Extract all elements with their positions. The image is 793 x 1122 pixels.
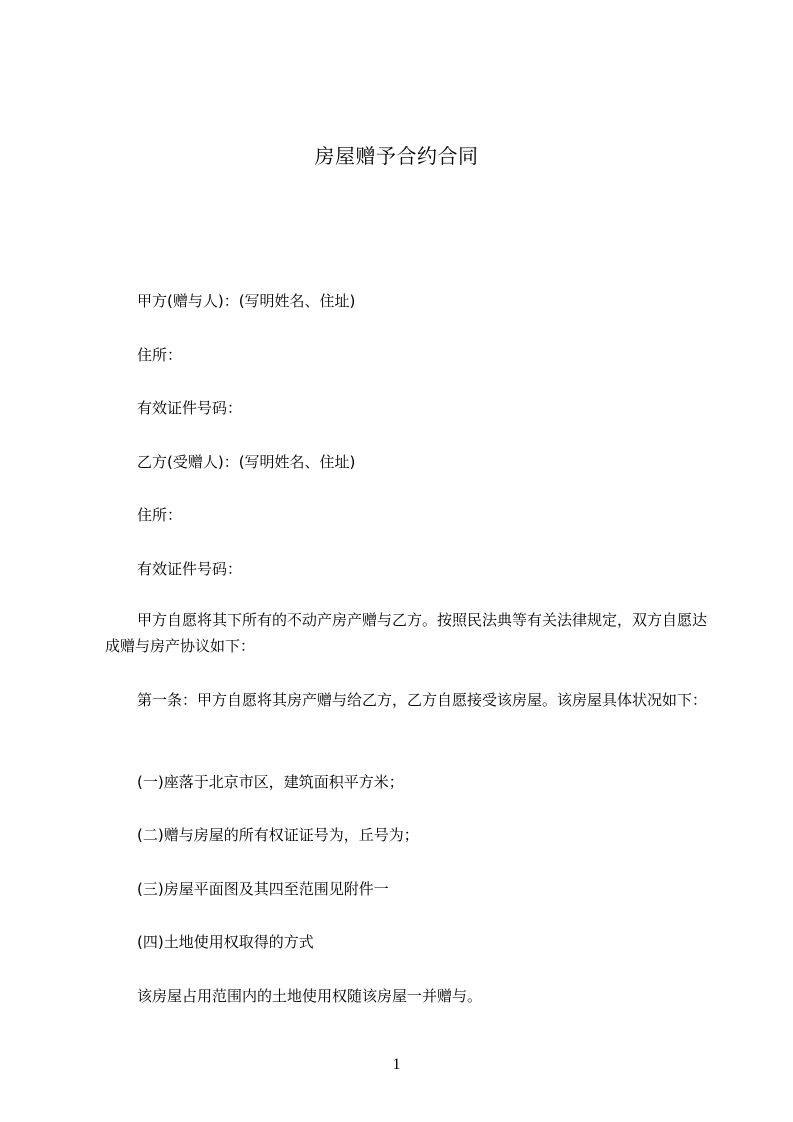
clause-two-line: (二)赠与房屋的所有权证证号为，丘号为；: [137, 826, 419, 844]
land-use-line: 该房屋占用范围内的土地使用权随该房屋一并赠与。: [137, 987, 483, 1005]
clause-four-line: (四)土地使用权取得的方式: [137, 933, 314, 951]
document-title: 房屋赠予合约合同: [314, 144, 479, 168]
article-one-paragraph: 第一条：甲方自愿将其房产赠与给乙方，乙方自愿接受该房屋。该房屋具体状况如下：: [137, 691, 708, 709]
party-b-id-line: 有效证件号码：: [137, 560, 243, 578]
party-a-line: 甲方(赠与人)：(写明姓名、住址): [137, 292, 356, 310]
party-b-address-line: 住所：: [137, 506, 183, 524]
clause-three-line: (三)房屋平面图及其四至范围见附件一: [137, 880, 389, 898]
page-number: 1: [392, 1056, 401, 1073]
party-a-id-line: 有效证件号码：: [137, 399, 243, 417]
party-a-address-line: 住所：: [137, 346, 183, 364]
preamble-paragraph: 甲方自愿将其下所有的不动产房产赠与乙方。按照民法典等有关法律规定，双方自愿达成赠与房产协议如下：: [105, 611, 708, 655]
party-b-line: 乙方(受赠人)：(写明姓名、住址): [137, 453, 356, 471]
clause-one-line: (一)座落于北京市区，建筑面积平方米；: [137, 773, 404, 791]
